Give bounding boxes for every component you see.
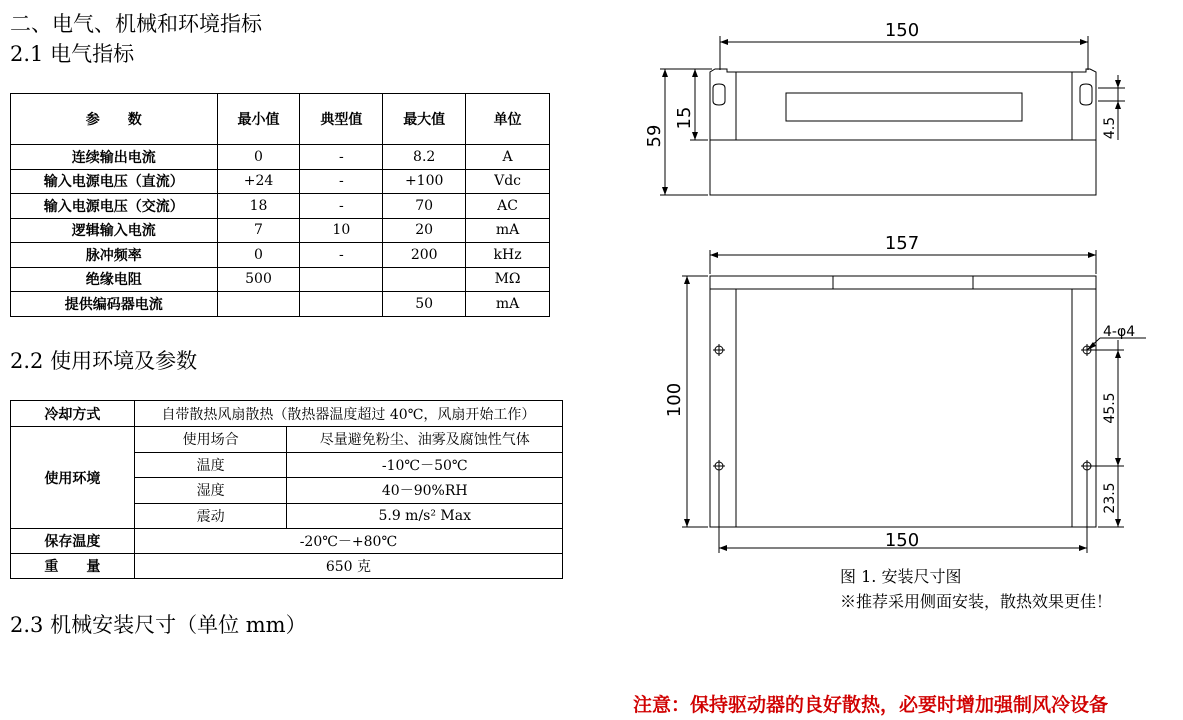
arrowhead [1115, 458, 1121, 466]
usage-key: 温度 [134, 452, 287, 478]
table-row [11, 169, 550, 194]
arrowhead [1115, 350, 1121, 358]
header-cell: 参 数 [11, 94, 218, 145]
dim-label-flange: 4.5 [1102, 116, 1118, 140]
min-cell: 7 [217, 218, 300, 243]
typ-cell: - [300, 243, 383, 268]
min-cell: 500 [217, 267, 300, 292]
dim-label-height: 59 [644, 124, 665, 148]
arrowhead [1080, 39, 1088, 45]
param-cell: 输入电源电压（交流） [11, 194, 218, 219]
typ-cell [300, 292, 383, 317]
unit-cell: MΩ [466, 267, 550, 292]
arrowhead [1115, 101, 1121, 109]
usage-label: 使用环境 [11, 427, 135, 529]
header-cell: 典型值 [300, 94, 383, 145]
typ-cell: - [300, 145, 383, 170]
cooling-label: 冷却方式 [11, 401, 135, 427]
figure-tip: ※推荐采用侧面安装，散热效果更佳！ [840, 592, 1113, 611]
max-cell: +100 [383, 169, 466, 194]
unit-cell: mA [466, 218, 550, 243]
weight-value: 650 克 [134, 554, 562, 579]
param-cell: 脉冲频率 [11, 243, 218, 268]
unit-cell: Vdc [466, 169, 550, 194]
dim-label-width-bottom: 150 [884, 530, 920, 551]
arrowhead [662, 69, 668, 77]
max-cell [383, 267, 466, 292]
typ-cell: - [300, 169, 383, 194]
dim-label-23-5: 23.5 [1102, 482, 1118, 514]
subsection-mechanical: 2.3 机械安装尺寸（单位 mm） [10, 613, 307, 637]
typ-cell [300, 267, 383, 292]
arrowhead [692, 132, 698, 140]
dim-label-width: 150 [884, 20, 920, 41]
min-cell [217, 292, 300, 317]
table-row [11, 243, 550, 268]
unit-cell: AC [466, 194, 550, 219]
weight-label: 重 量 [11, 554, 135, 579]
arrowhead [1088, 252, 1096, 258]
mounting-slot-right [1080, 84, 1092, 105]
max-cell: 200 [383, 243, 466, 268]
top-view-window [786, 93, 1022, 121]
dim-label-height-bottom: 100 [664, 382, 685, 418]
dim-label-width-top: 157 [884, 233, 920, 254]
param-cell: 提供编码器电流 [11, 292, 218, 317]
storage-label: 保存温度 [11, 529, 135, 554]
max-cell: 70 [383, 194, 466, 219]
mounting-slot-left [713, 84, 725, 105]
top-view-outline [710, 69, 1096, 195]
header-cell: 单位 [466, 94, 550, 145]
max-cell: 50 [383, 292, 466, 317]
table-row [11, 427, 563, 453]
electrical-table [10, 93, 550, 317]
subsection-environment: 2.2 使用环境及参数 [10, 349, 198, 373]
typ-cell: 10 [300, 218, 383, 243]
arrowhead [1079, 545, 1087, 551]
dim-label-holes: 4-φ4 [1103, 324, 1136, 340]
table-row [11, 267, 550, 292]
table-row [11, 145, 550, 170]
max-cell: 20 [383, 218, 466, 243]
arrowhead [662, 187, 668, 195]
param-cell: 输入电源电压（直流） [11, 169, 218, 194]
bottom-view-outline [710, 276, 1096, 527]
mechanical-drawing [630, 0, 1183, 565]
header-cell: 最大值 [383, 94, 466, 145]
storage-value: -20℃－+80℃ [134, 529, 562, 554]
table-row [11, 529, 563, 554]
min-cell: 0 [217, 243, 300, 268]
usage-value: 尽量避免粉尘、油雾及腐蚀性气体 [287, 427, 563, 453]
unit-cell: kHz [466, 243, 550, 268]
arrowhead [1115, 519, 1121, 527]
environment-table [10, 400, 563, 579]
arrowhead [1115, 80, 1121, 88]
cooling-value: 自带散热风扇散热（散热器温度超过 40℃，风扇开始工作） [134, 401, 562, 427]
subsection-electrical: 2.1 电气指标 [10, 42, 135, 66]
table-row [11, 401, 563, 427]
arrowhead [720, 39, 728, 45]
param-cell: 绝缘电阻 [11, 267, 218, 292]
table-row [11, 292, 550, 317]
table-row [11, 218, 550, 243]
usage-value: 40－90%RH [287, 478, 563, 504]
figure-caption: 图 1. 安装尺寸图 [840, 567, 962, 586]
param-cell: 连续输出电流 [11, 145, 218, 170]
arrowhead [692, 69, 698, 77]
arrowhead [719, 545, 727, 551]
arrowhead [684, 276, 690, 284]
min-cell: 18 [217, 194, 300, 219]
min-cell: 0 [217, 145, 300, 170]
table-row [11, 554, 563, 579]
table-row [11, 194, 550, 219]
table-header-row [11, 94, 550, 145]
usage-key: 震动 [134, 503, 287, 529]
min-cell: +24 [217, 169, 300, 194]
header-cell: 最小值 [217, 94, 300, 145]
usage-key: 湿度 [134, 478, 287, 504]
dim-label-45-5: 45.5 [1102, 392, 1118, 424]
unit-cell: A [466, 145, 550, 170]
usage-value: 5.9 m/s² Max [287, 503, 563, 529]
arrowhead [710, 252, 718, 258]
dim-label-slot: 15 [674, 106, 695, 130]
section-title: 二、电气、机械和环境指标 [10, 12, 262, 36]
typ-cell: - [300, 194, 383, 219]
unit-cell: mA [466, 292, 550, 317]
warning-note: 注意：保持驱动器的良好散热，必要时增加强制风冷设备 [633, 694, 1109, 716]
param-cell: 逻辑输入电流 [11, 218, 218, 243]
usage-key: 使用场合 [134, 427, 287, 453]
usage-value: -10℃－50℃ [287, 452, 563, 478]
max-cell: 8.2 [383, 145, 466, 170]
arrowhead [684, 519, 690, 527]
